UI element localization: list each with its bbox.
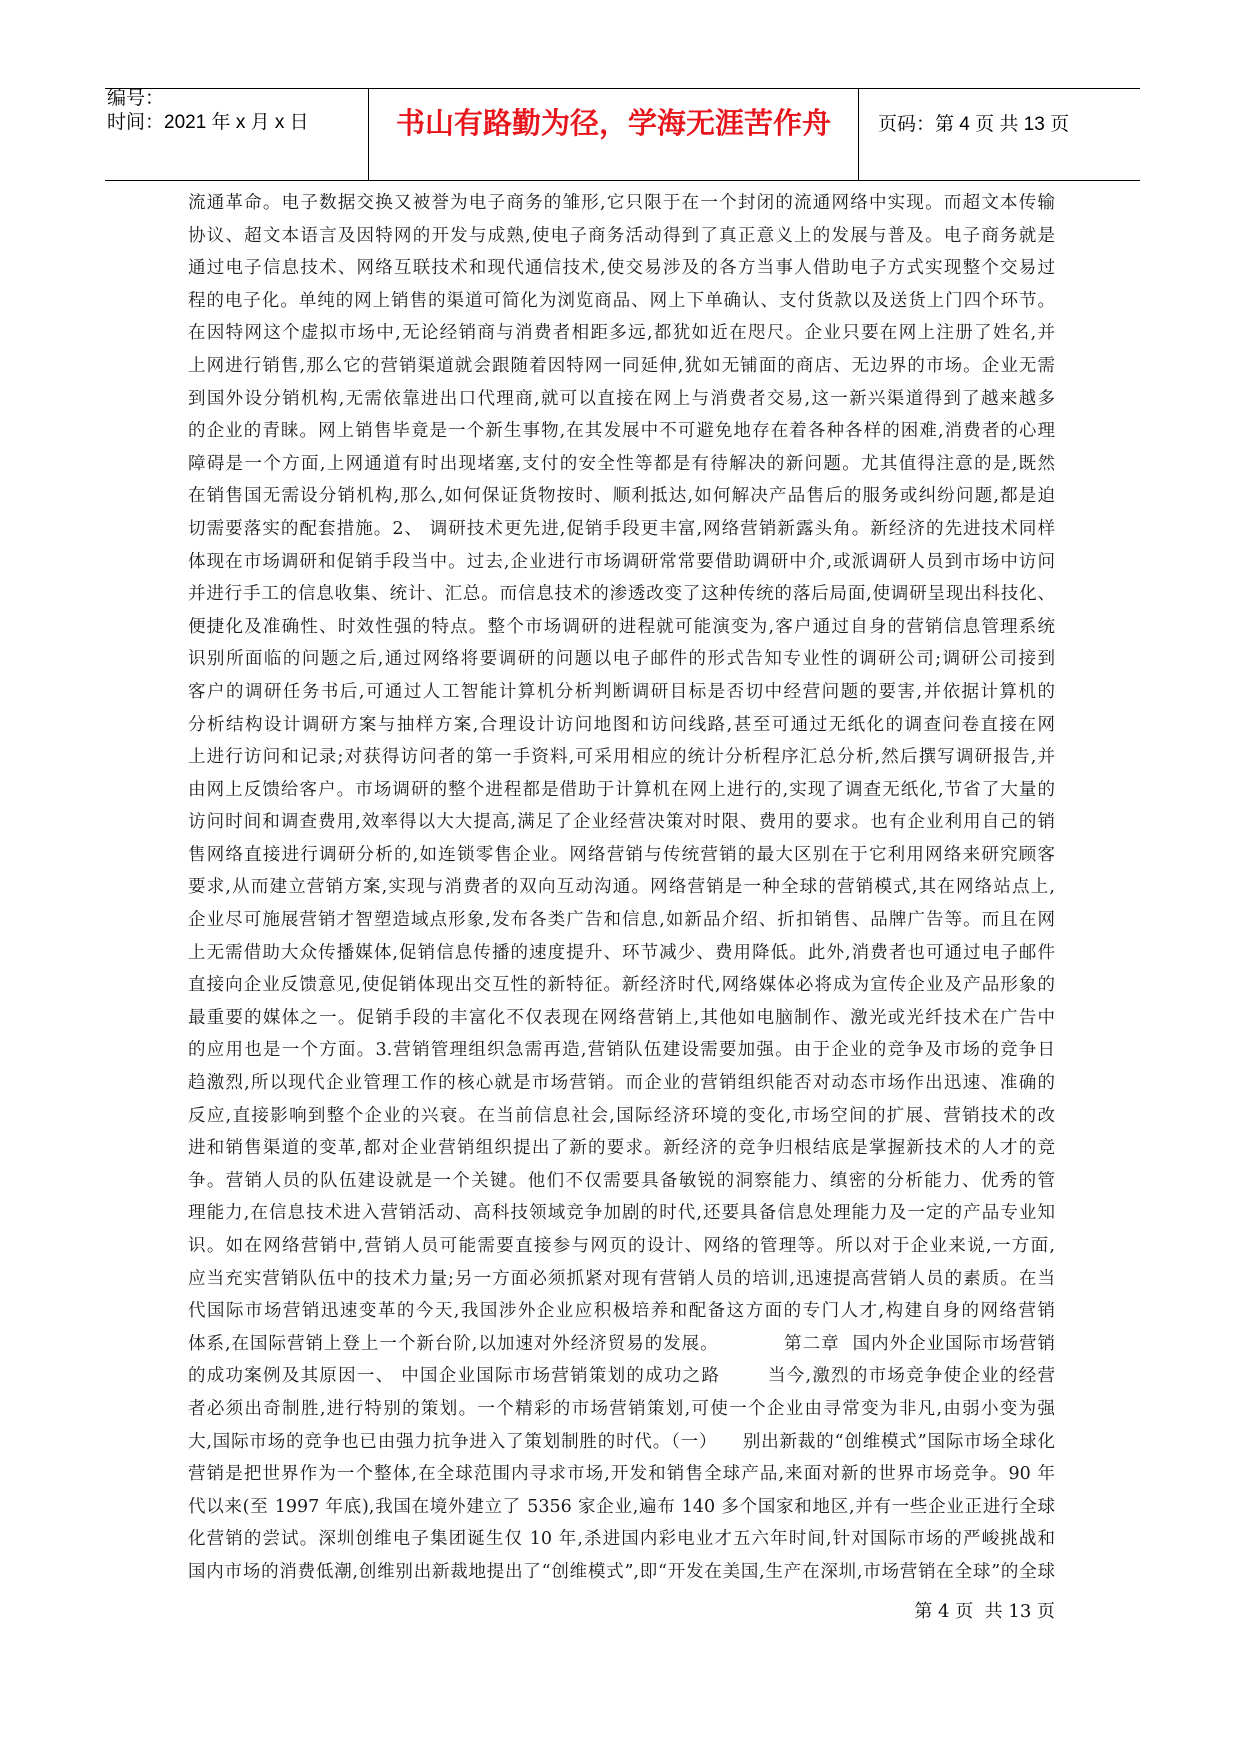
text-line: 通过电子信息技术、网络互联技术和现代通信技术,使交易涉及的各方当事人借助电子方式实现整个交易过 [188,258,1055,279]
text-line: 最重要的媒体之一。促销手段的丰富化不仅表现在网络营销上,其他如电脑制作、激光或光纤技术在广告中 [188,1007,1055,1028]
text-line: 上无需借助大众传播媒体,促销信息传播的速度提升、环节减少、费用降低。此外,消费者也可通过电子邮件 [188,942,1055,963]
text-line: 上进行访问和记录;对获得访问者的第一手资料,可采用相应的统计分析程序汇总分析,然后撰写调研报告,并 [188,747,1055,768]
text-line: 国内市场的消费低潮,创维别出新裁地提出了“创维模式”,即“开发在美国,生产在深圳,市场营销在全球”的全球 [188,1561,1055,1582]
header-rule-bottom [105,180,1140,181]
text-line: 的企业的青睐。网上销售毕竟是一个新生事物,在其发展中不可避免地存在着各种各样的困难,消费者的心理 [188,421,1055,442]
text-line: 进和销售渠道的变革,都对企业营销组织提出了新的要求。新经济的竞争归根结底是掌握新技术的人才的竞 [188,1138,1055,1159]
doc-number-label: 编号： [107,88,165,109]
body-text [188,187,1055,1589]
text-line: 程的电子化。单纯的网上销售的渠道可简化为浏览商品、网上下单确认、支付货款以及送货上门四个环节。 [188,290,1055,311]
header-left-cell [107,87,362,135]
text-line: 便捷化及准确性、时效性强的特点。整个市场调研的进程就可能演变为,客户通过自身的营销信息管理系统 [188,616,1055,637]
text-line: 争。营销人员的队伍建设就是一个关键。他们不仅需要具备敏锐的洞察能力、缜密的分析能力、优秀的管 [188,1170,1055,1191]
text-line: 在销售国无需设分销机构,那么,如何保证货物按时、顺利抵达,如何解决产品售后的服务或纠纷问题,都是迫 [188,486,1055,507]
text-line: 在因特网这个虚拟市场中,无论经销商与消费者相距多远,都犹如近在咫尺。企业只要在网上注册了姓名,并 [188,323,1055,344]
text-line: 化营销的尝试。深圳创维电子集团诞生仅 10 年,杀进国内彩电业才五六年时间,针对国际市场的严峻挑战和 [188,1529,1055,1550]
text-line: 识别所面临的问题之后,通过网络将要调研的问题以电子邮件的形式告知专业性的调研公司;调研公司接到 [188,649,1055,670]
text-line: 反应,直接影响到整个企业的兴衰。在当前信息社会,国际经济环境的变化,市场空间的扩展、营销技术的改 [188,1105,1055,1126]
text-line: 上网进行销售,那么它的营销渠道就会跟随着因特网一同延伸,犹如无铺面的商店、无边界的市场。企业无需 [188,355,1055,376]
text-line: 识。如在网络营销中,营销人员可能需要直接参与网页的设计、网络的管理等。所以对于企业来说,一方面, [188,1236,1055,1256]
text-line: 代国际市场营销迅速变革的今天,我国涉外企业应积极培养和配备这方面的专门人才,构建自身的网络营销 [188,1301,1055,1322]
text-line: 障碍是一个方面,上网通道有时出现堵塞,支付的安全性等都是有待解决的新问题。尤其值得注意的是,既然 [188,453,1055,474]
text-line: 代以来(至 1997 年底),我国在境外建立了 5356 家企业,遍布 140 多个国家和地区,并有一些企业正进行全球 [188,1496,1055,1517]
text-line: 流通革命。电子数据交换又被誉为电子商务的雏形,它只限于在一个封闭的流通网络中实现。而超文本传输 [188,193,1055,213]
text-line: 体系,在国际营销上登上一个新台阶,以加速对外经济贸易的发展。 第二章 国内外企业国际市场营销 [188,1333,1055,1354]
page-info: 页码：第 4 页 共 13 页 [878,114,1070,135]
text-line: 理能力,在信息技术进入营销活动、高科技领域竞争加剧的时代,还要具备信息处理能力及一定的产品专业知 [188,1203,1055,1224]
text-line: 分析结构设计调研方案与抽样方案,合理设计访问地图和访问线路,甚至可通过无纸化的调查问卷直接在网 [188,714,1055,735]
text-line: 的应用也是一个方面。3.营销管理组织急需再造,营销队伍建设需要加强。由于企业的竞争及市场的竞争日 [188,1040,1055,1061]
text-line: 的成功案例及其原因一、 中国企业国际市场营销策划的成功之路 当今,激烈的市场竞争使企业的经营 [188,1366,1055,1387]
text-line: 切需要落实的配套措施。2、 调研技术更先进,促销手段更丰富,网络营销新露头角。新经济的先进技术同样 [188,518,1055,539]
text-line: 者必须出奇制胜,进行特别的策划。一个精彩的市场营销策划,可使一个企业由寻常变为非凡,由弱小变为强 [188,1398,1055,1419]
text-line: 到国外设分销机构,无需依靠进出口代理商,就可以直接在网上与消费者交易,这一新兴渠道得到了越来越多 [188,388,1055,409]
text-line: 由网上反馈给客户。市场调研的整个进程都是借助于计算机在网上进行的,实现了调查无纸化,节省了大量的 [188,779,1055,800]
doc-time: 时间：2021 年 x 月 x 日 [107,112,309,133]
text-line: 应当充实营销队伍中的技术力量;另一方面必须抓紧对现有营销人员的培训,迅速提高营销人员的素质。在当 [188,1268,1055,1289]
text-line: 客户的调研任务书后,可通过人工智能计算机分析判断调研目标是否切中经营问题的要害,并依据计算机的 [188,681,1055,702]
text-line: 访问时间和调查费用,效率得以大大提高,满足了企业经营决策对时限、费用的要求。也有企业利用自己的销 [188,812,1055,833]
text-line: 直接向企业反馈意见,使促销体现出交互性的新特征。新经济时代,网络媒体必将成为宣传企业及产品形象的 [188,975,1055,996]
text-line: 大,国际市场的竞争也已由强力抗争进入了策划制胜的时代。（一） 别出新裁的“创维模式”国际市场全球化 [188,1431,1055,1452]
footer-page-number: 第 4 页 共 13 页 [914,1601,1055,1622]
text-line: 企业尽可施展营销才智塑造域点形象,发布各类广告和信息,如新品介绍、折扣销售、品牌广告等。而且在网 [188,910,1055,931]
text-line: 协议、超文本语言及因特网的开发与成熟,使电子商务活动得到了真正意义上的发展与普及。电子商务就是 [188,225,1055,246]
header-divider-right [858,88,859,180]
text-line: 营销是把世界作为一个整体,在全球范围内寻求市场,开发和销售全球产品,来面对新的世界市场竞争。90 年 [188,1464,1055,1485]
motto: 书山有路勤为径，学海无涯苦作舟 [395,108,831,140]
text-line: 售网络直接进行调研分析的,如连锁零售企业。网络营销与传统营销的最大区别在于它利用网络来研究顾客 [188,844,1055,865]
text-line: 并进行手工的信息收集、统计、汇总。而信息技术的渗透改变了这种传统的落后局面,使调研呈现出科技化、 [188,584,1055,605]
text-line: 要求,从而建立营销方案,实现与消费者的双向互动沟通。网络营销是一种全球的营销模式,其在网络站点上, [188,877,1055,898]
text-line: 趋激烈,所以现代企业管理工作的核心就是市场营销。而企业的营销组织能否对动态市场作出迅速、准确的 [188,1073,1055,1094]
text-line: 体现在市场调研和促销手段当中。过去,企业进行市场调研常常要借助调研中介,或派调研人员到市场中访问 [188,551,1055,572]
